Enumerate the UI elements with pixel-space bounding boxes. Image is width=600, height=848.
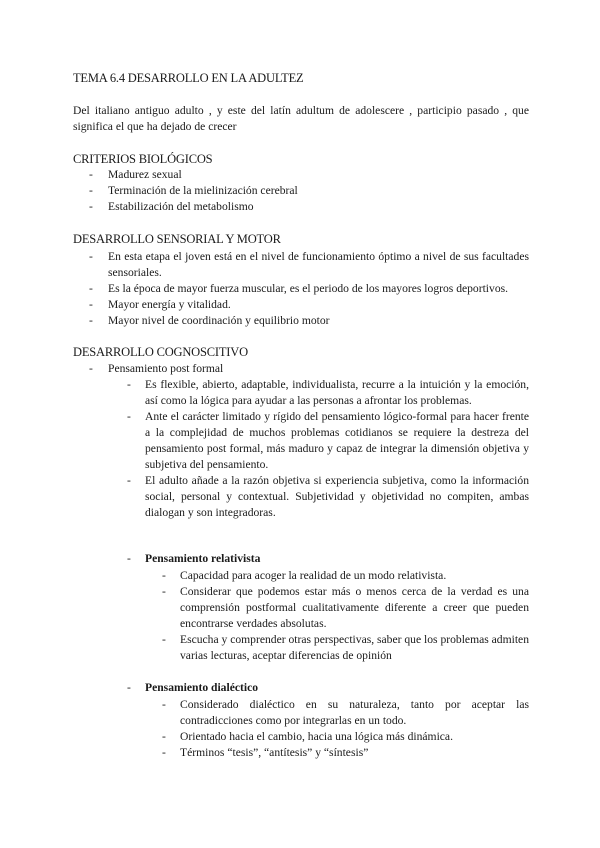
list-cognoscitivo bbox=[108, 361, 529, 377]
list-dialectico bbox=[180, 697, 529, 761]
list-biologicos bbox=[108, 167, 529, 215]
list-item: - Madurez sexual bbox=[108, 167, 529, 183]
section-heading-biologicos: CRITERIOS BIOLÓGICOS bbox=[73, 152, 213, 166]
list-item: - Términos “tesis”, “antítesis” y “síntesis” bbox=[180, 745, 529, 761]
list-item: - En esta etapa el joven está en el nivel de funcionamiento óptimo a nivel de sus facultades sensoriales. bbox=[108, 249, 529, 281]
intro-paragraph: Del italiano antiguo adulto , y este del latín adultum de adolescere , participio pasado , que significa el que ha dejado de crecer bbox=[73, 104, 529, 133]
page-title: TEMA 6.4 DESARROLLO EN LA ADULTEZ bbox=[73, 71, 304, 85]
list-item: - Estabilización del metabolismo bbox=[108, 199, 529, 215]
subheading-relativista: - Pensamiento relativista bbox=[145, 552, 260, 565]
list-item: - Terminación de la mielinización cerebral bbox=[108, 183, 529, 199]
list-item: - Mayor energía y vitalidad. bbox=[108, 297, 529, 313]
list-item: - Mayor nivel de coordinación y equilibrio motor bbox=[108, 313, 529, 329]
list-relativista bbox=[180, 568, 529, 664]
list-item: - Es flexible, abierto, adaptable, individualista, recurre a la intuición y la emoción, así como la lógica para ayudar a las personas a afrontar los problemas. bbox=[145, 377, 529, 409]
subheading-dialectico: - Pensamiento dialéctico bbox=[145, 681, 258, 694]
list-sensorial bbox=[108, 249, 529, 329]
list-item: - Pensamiento post formal bbox=[108, 361, 529, 377]
list-item: - Escucha y comprender otras perspectivas, saber que los problemas admiten varias lecturas, aceptar diferencias de opinión bbox=[180, 632, 529, 664]
list-item: - Capacidad para acoger la realidad de un modo relativista. bbox=[180, 568, 529, 584]
list-item: - Es la época de mayor fuerza muscular, es el periodo de los mayores logros deportivos. bbox=[108, 281, 529, 297]
list-item: - Considerado dialéctico en su naturaleza, tanto por aceptar las contradicciones como por integrarlas en un todo. bbox=[180, 697, 529, 729]
list-postformal bbox=[145, 377, 529, 521]
list-item: - Orientado hacia el cambio, hacia una lógica más dinámica. bbox=[180, 729, 529, 745]
list-item: - El adulto añade a la razón objetiva si experiencia subjetiva, como la información social, personal y contextual. Subjetividad y objetividad no compiten, ambas dialogan y son integradoras. bbox=[145, 473, 529, 521]
list-item: - Considerar que podemos estar más o menos cerca de la verdad es una comprensión postformal cualitativamente diferente a creer que pueden encontrarse verdades absolutas. bbox=[180, 584, 529, 632]
section-heading-cognoscitivo: DESARROLLO COGNOSCITIVO bbox=[73, 345, 248, 359]
section-heading-sensorial: DESARROLLO SENSORIAL Y MOTOR bbox=[73, 232, 281, 246]
list-item: - Ante el carácter limitado y rígido del pensamiento lógico-formal para hacer frente a la complejidad de muchos problemas cotidianos se requiere la destreza del pensamiento post formal, más maduro y capaz de integrar la dimensión objetiva y subjetiva del pensamiento. bbox=[145, 409, 529, 473]
